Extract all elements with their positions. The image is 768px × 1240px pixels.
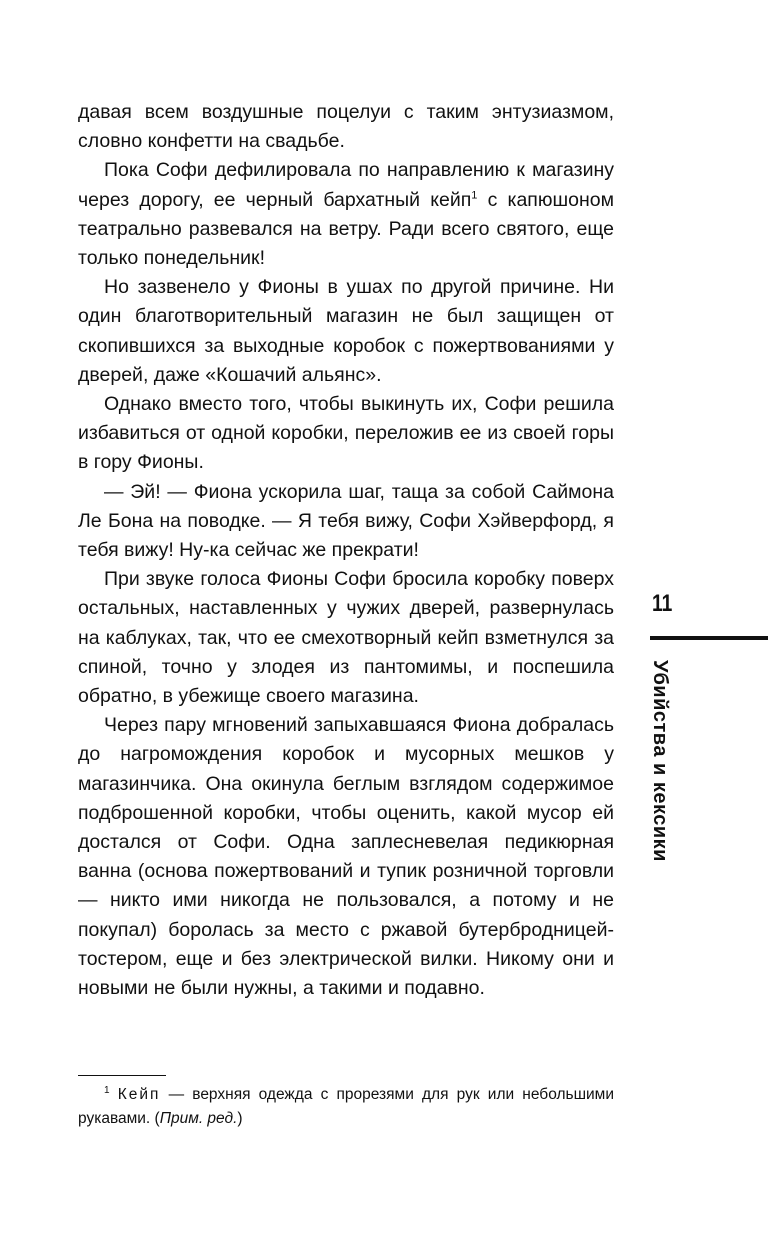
paragraph-2-part-2: с капюшоном театрально развевался на ветру. Ради всего святого, еще только понедельник!: [78, 188, 614, 270]
side-rule: [650, 636, 768, 640]
page-number: 11: [652, 590, 673, 617]
footnote-divider: [78, 1075, 166, 1076]
footnote-marker: 1: [104, 1084, 110, 1096]
paragraph-6: При звуке голоса Фионы Софи бросила коробку поверх остальных, наставленных у чужих дверей, развернулась на каблуках, так, что ее смехотворный кейп взметнулся за спиной, точно у злодея из пантомимы, и поспешила обратно, в убежище своего магазина.: [78, 568, 614, 708]
paragraph-2: [78, 156, 614, 273]
footnote-term: Кейп: [117, 1086, 161, 1103]
footnote: [78, 1083, 614, 1131]
running-title: Убийства и кексики: [649, 660, 671, 862]
footnote-editor-note: Прим. ред.: [159, 1110, 238, 1127]
paragraph-5: — Эй! — Фиона ускорила шаг, таща за собой Саймона Ле Бона на поводке. — Я тебя вижу, Софи Хэйверфорд, я тебя вижу! Ну-ка сейчас же прекрати!: [78, 480, 614, 562]
paragraph-1: давая всем воздушные поцелуи с таким энтузиазмом, словно конфетти на свадьбе.: [78, 101, 614, 153]
paragraph-3: Но зазвенело у Фионы в ушах по другой причине. Ни один благотворительный магазин не был защищен от скопившихся за выходные коробок с пожертвованиями у дверей, даже «Кошачий альянс».: [78, 276, 614, 386]
paragraph-7: Через пару мгновений запыхавшаяся Фиона добралась до нагромождения коробок и мусорных мешков у магазинчика. Она окинула беглым взглядом содержимое подброшенной коробки, чтобы оценить, какой мусор ей достался от Софи. Одна заплесневелая педикюрная ванна (основа пожертвований и тупик розничной торговли — никто ими никогда не пользовался, а потому и не покупал) боролась за место с ржавой бутербродницей-тостером, еще и без электрической вилки. Никому они и новыми не были нужны, а такими и подавно.: [78, 714, 614, 1000]
paragraph-4: Однако вместо того, чтобы выкинуть их, Софи решила избавиться от одной коробки, переложив ее из своей горы в гору Фионы.: [78, 393, 614, 474]
footnote-close: ): [237, 1110, 243, 1127]
footnote-body: — верхняя одежда с прорезями для рук или небольшими рукавами. (: [78, 1086, 614, 1127]
main-text: [78, 98, 614, 1003]
paragraph-2-part-1: Пока Софи дефилировала по направлению к магазину через дорогу, ее черный бархатный кейп: [78, 159, 614, 211]
footnote-reference: 1: [471, 189, 478, 202]
